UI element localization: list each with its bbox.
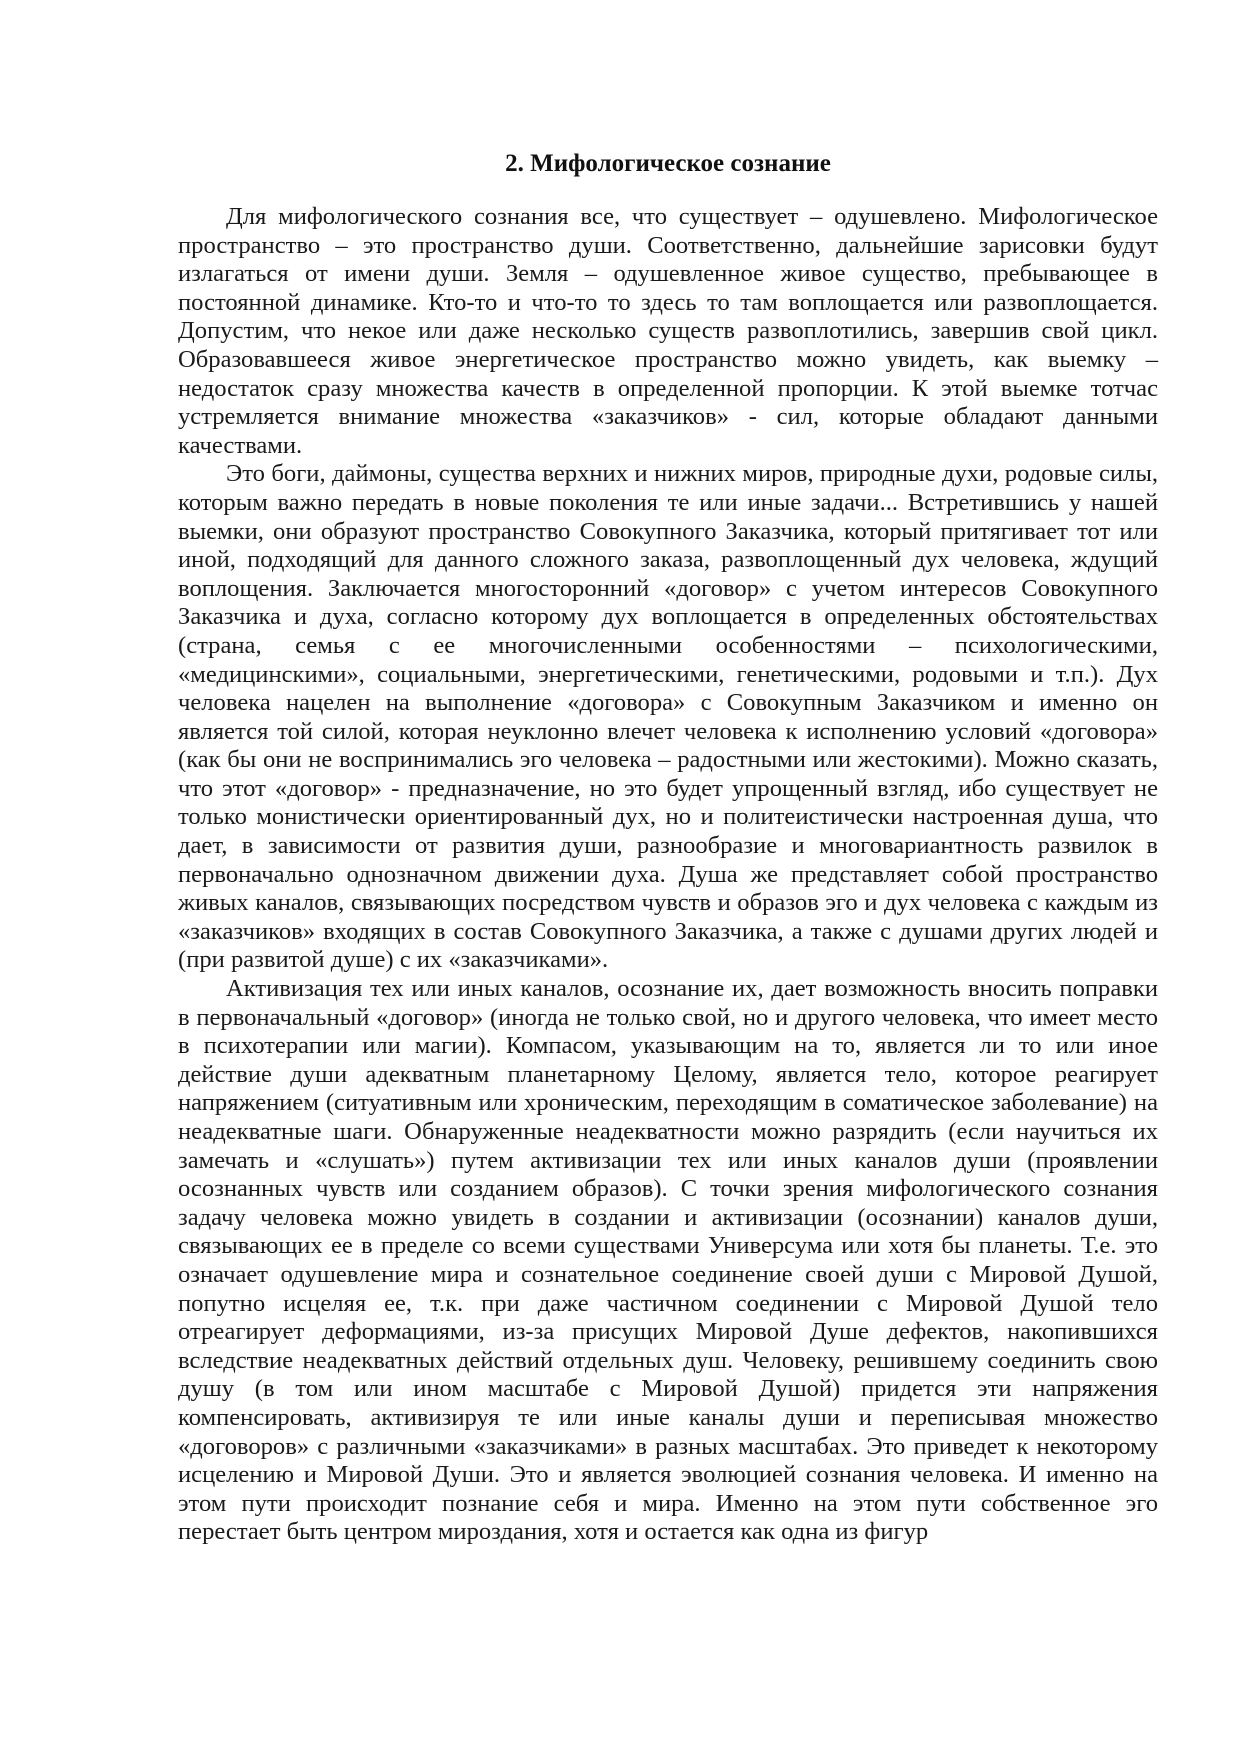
paragraph-3: Активизация тех или иных каналов, осознание их, дает возможность вносить поправки в первоначальный «договор» (иногда не только свой, но и другого человека, что имеет место в психотерапии или магии). Компасом, указывающим на то, является ли то или иное действие души адекватным планетарному Целому, является тело, которое реагирует напряжением (ситуативным или хроническим, переходящим в соматическое заболевание) на неадекватные шаги. Обнаруженные неадекватности можно разрядить (если научиться их замечать и «слушать») путем активизации тех или иных каналов души (проявлении осознанных чувств или созданием образов). С точки зрения мифологического сознания задачу человека можно увидеть в создании и активизации (осознании) каналов души, связывающих ее в пределе со всеми существами Универсума или хотя бы планеты. Т.е. это означает одушевление мира и сознательное соединение своей души с Мировой Душой, попутно исцеляя ее, т.к. при даже частичном соединении с Мировой Душой тело отреагирует деформациями, из-за присущих Мировой Душе дефектов, накопившихся вследствие неадекватных действий отдельных душ. Человеку, решившему соединить свою душу (в том или ином масштабе с Мировой Душой) придется эти напряжения компенсировать, активизируя те или иные каналы души и переписывая множество «договоров» с различными «заказчиками» в разных масштабах. Это приведет к некоторому исцелению и Мировой Души. Это и является эволюцией сознания человека. И именно на этом пути происходит познание себя и мира. Именно на этом пути собственное эго перестает быть центром мироздания, хотя и остается как одна из фигур [178,975,1158,1546]
paragraph-2: Это боги, даймоны, существа верхних и нижних миров, природные духи, родовые силы, которым важно передать в новые поколения те или иные задачи... Встретившись у нашей выемки, они образуют пространство Совокупного Заказчика, который притягивает тот или иной, подходящий для данного сложного заказа, развоплощенный дух человека, ждущий воплощения. Заключается многосторонний «договор» с учетом интересов Совокупного Заказчика и духа, согласно которому дух воплощается в определенных обстоятельствах (страна, семья с ее многочисленными особенностями – психологическими, «медицинскими», социальными, энергетическими, генетическими, родовыми и т.п.). Дух человека нацелен на выполнение «договора» с Совокупным Заказчиком и именно он является той силой, которая неуклонно влечет человека к исполнению условий «договора» (как бы они не воспринимались эго человека – радостными или жестокими). Можно сказать, что этот «договор» - предназначение, но это будет упрощенный взгляд, ибо существует не только монистически ориентированный дух, но и политеистически настроенная душа, что дает, в зависимости от развития души, разнообразие и многовариантность развилок в первоначально однозначном движении духа. Душа же представляет собой пространство живых каналов, связывающих посредством чувств и образов эго и дух человека с каждым из «заказчиков» входящих в состав Совокупного Заказчика, а также с душами других людей и (при развитой душе) с их «заказчиками». [178,460,1158,974]
body-text [178,203,1158,1547]
section-title: 2. Мифологическое сознание [505,150,831,177]
paragraph-1: Для мифологического сознания все, что существует – одушевлено. Мифологическое пространство – это пространство души. Соответственно, дальнейшие зарисовки будут излагаться от имени души. Земля – одушевленное живое существо, пребывающее в постоянной динамике. Кто-то и что-то то здесь то там воплощается или развоплощается. Допустим, что некое или даже несколько существ развоплотились, завершив свой цикл. Образовавшееся живое энергетическое пространство можно увидеть, как выемку – недостаток сразу множества качеств в определенной пропорции. К этой выемке тотчас устремляется внимание множества «заказчиков» - сил, которые обладают данными качествами. [178,203,1158,459]
